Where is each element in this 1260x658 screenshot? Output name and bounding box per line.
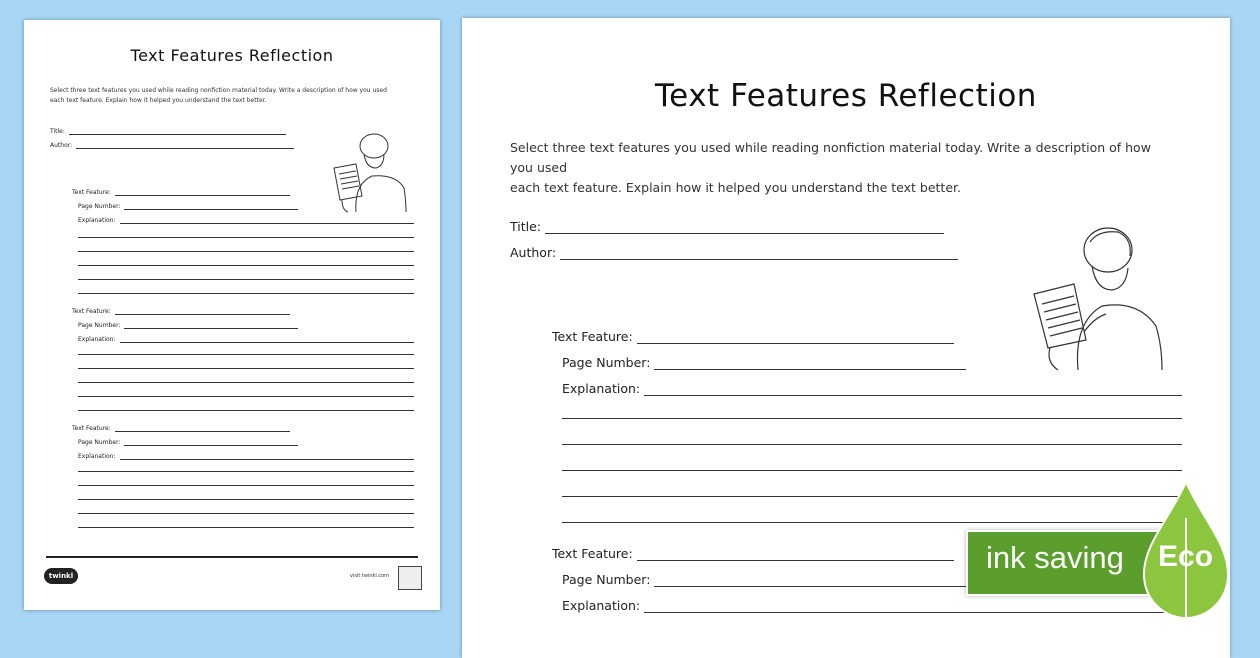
answer-line: [78, 410, 414, 411]
text-feature-field: Text Feature:: [552, 543, 954, 561]
answer-line: [78, 382, 414, 383]
answer-line: [78, 237, 414, 238]
footer-visit-text: visit twinkl.com: [350, 573, 390, 579]
footer-badge-icon: [398, 566, 422, 590]
text-feature-field: Text Feature:: [72, 306, 290, 315]
page-number-field: Page Number:: [78, 320, 298, 329]
answer-line: [78, 293, 414, 294]
explanation-field: Explanation:: [78, 215, 414, 224]
author-field: Author:: [510, 242, 958, 260]
twinkl-logo: twinkl: [44, 568, 78, 584]
instructions-line: Select three text features you used while reading nonfiction material today. Write a description of how you used: [510, 140, 1151, 175]
answer-line: [562, 444, 1182, 445]
worksheet-thumbnail: [24, 20, 440, 610]
instructions: [50, 86, 410, 106]
page-title: Text Features Reflection: [655, 78, 1037, 114]
answer-line: [78, 279, 414, 280]
text-feature-field: Text Feature:: [72, 187, 290, 196]
title-field: Title:: [510, 216, 944, 234]
ink-saving-text: ink saving: [986, 540, 1124, 575]
instructions: [510, 138, 1170, 198]
answer-line: [78, 527, 414, 528]
answer-line: [78, 499, 414, 500]
answer-line: [562, 496, 1182, 497]
answer-line: [78, 396, 414, 397]
page-number-field: Page Number:: [78, 201, 298, 210]
explanation-field: Explanation:: [562, 378, 1182, 396]
answer-line: [562, 522, 1182, 523]
answer-line: [78, 513, 414, 514]
answer-line: [562, 470, 1182, 471]
instructions-line: each text feature. Explain how it helped you understand the text better.: [50, 97, 267, 104]
eco-label: Eco: [1158, 540, 1214, 573]
page-number-field: Page Number:: [562, 352, 966, 370]
explanation-field: Explanation:: [78, 451, 414, 460]
answer-line: [562, 418, 1182, 419]
answer-line: [78, 471, 414, 472]
answer-line: [78, 368, 414, 369]
answer-line: [78, 265, 414, 266]
page-number-field: Page Number:: [78, 437, 298, 446]
explanation-field: Explanation:: [78, 334, 414, 343]
title-field: Title:: [50, 126, 286, 135]
answer-line: [78, 251, 414, 252]
page-title: Text Features Reflection: [130, 46, 334, 65]
instructions-line: Select three text features you used while reading nonfiction material today. Write a description of how you used: [50, 87, 387, 94]
explanation-field: Explanation:: [562, 595, 1182, 613]
author-field: Author:: [50, 140, 294, 149]
instructions-line: each text feature. Explain how it helped you understand the text better.: [510, 180, 961, 195]
footer-divider: [46, 556, 418, 558]
reading-woman-icon: [1028, 222, 1168, 372]
page-number-field: Page Number:: [562, 569, 966, 587]
answer-line: [78, 354, 414, 355]
text-feature-field: Text Feature:: [72, 423, 290, 432]
text-feature-field: Text Feature:: [552, 326, 954, 344]
answer-line: [78, 485, 414, 486]
reading-woman-icon: [326, 128, 410, 214]
